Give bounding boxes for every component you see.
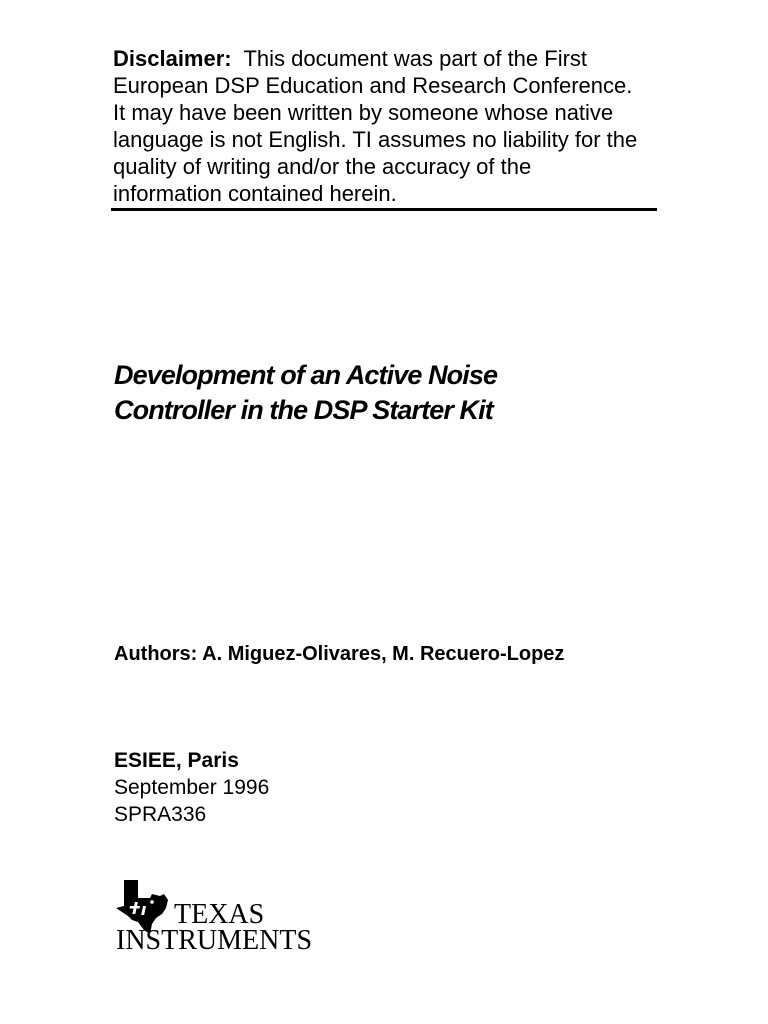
- disclaimer-line: language is not English. TI assumes no liability for the: [113, 127, 638, 152]
- disclaimer-line: information contained herein.: [113, 181, 397, 206]
- disclaimer-label: Disclaimer:: [113, 46, 232, 71]
- title-line: Controller in the DSP Starter Kit: [114, 395, 493, 425]
- disclaimer-block: [113, 45, 658, 207]
- publication-info: [114, 747, 269, 828]
- title-line: Development of an Active Noise: [114, 360, 498, 390]
- authors-line: Authors: A. Miguez-Olivares, M. Recuero-Lopez: [114, 643, 565, 665]
- disclaimer-line: quality of writing and/or the accuracy of the: [113, 154, 532, 179]
- horizontal-divider: [111, 208, 657, 211]
- texas-instruments-logo: [114, 878, 334, 952]
- logo-wordmark-line-2: INSTRUMENTS: [116, 925, 313, 952]
- logo-wordmark-line-1: TEXAS: [174, 899, 265, 930]
- organization: ESIEE, Paris: [114, 749, 239, 772]
- document-title: [114, 358, 497, 428]
- disclaimer-line: European DSP Education and Research Conference.: [113, 73, 633, 98]
- publication-date: September 1996: [114, 776, 270, 799]
- disclaimer-first-line: [113, 45, 658, 72]
- disclaimer-line: It may have been written by someone whose native: [113, 100, 614, 125]
- disclaimer-line: This document was part of the First: [243, 46, 588, 71]
- document-number: SPRA336: [114, 803, 207, 826]
